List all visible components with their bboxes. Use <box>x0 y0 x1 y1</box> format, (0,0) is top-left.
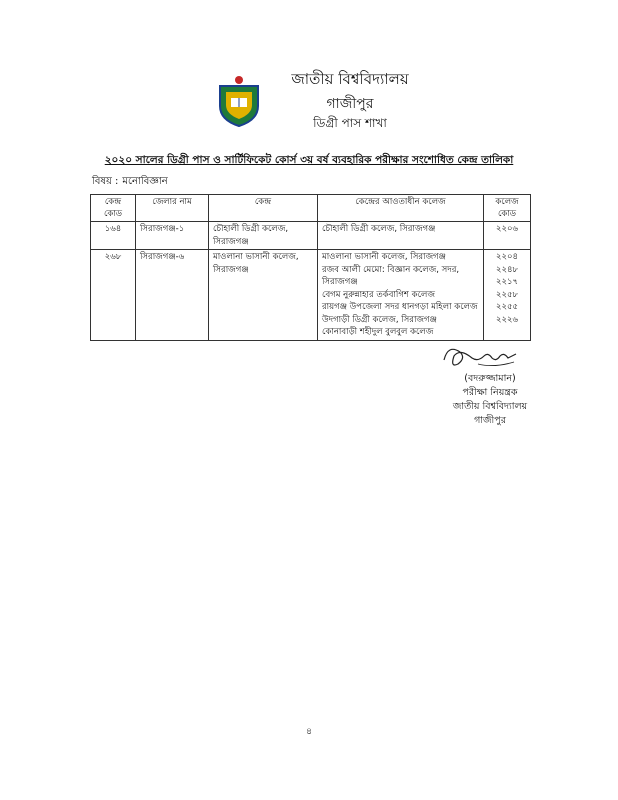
header-colleges: কেন্দ্রের আওতাধীন কলেজ <box>318 195 484 222</box>
header-center: কেন্দ্র <box>209 195 318 222</box>
header-district: জেলার নাম <box>136 195 209 222</box>
college-code: ২২৫৫ <box>495 302 519 312</box>
cell-center: চৌহালী ডিগ্রী কলেজ, সিরাজগঞ্জ <box>209 222 318 250</box>
document-title: ২০২০ সালের ডিগ্রী পাস ও সার্টিফিকেট কোর্স ৩য় বর্ষ ব্যবহারিক পরীক্ষার সংশোধিত কেন্দ্র তালিকা <box>104 154 514 166</box>
header-college-code: কলেজ কোড <box>484 195 531 222</box>
subject-line <box>92 174 172 191</box>
center-table <box>90 194 531 341</box>
cell-center: মাওলানা ভাসানী কলেজ, সিরাজগঞ্জ <box>209 250 318 341</box>
branch-name: ডিগ্রী পাস শাখা <box>313 116 387 130</box>
signatory-designation: পরীক্ষা নিয়ন্ত্রক <box>462 387 518 398</box>
college-code: ২২০৪ <box>495 252 519 262</box>
cell-colleges <box>318 250 484 341</box>
college-code: ২২২৬ <box>495 314 519 325</box>
college-item: চৌহালী ডিগ্রী কলেজ, সিরাজগঞ্জ <box>322 224 436 234</box>
cell-district: সিরাজগঞ্জ-১ <box>136 222 209 250</box>
page-number: ৪ <box>306 727 312 737</box>
university-name: জাতীয় বিশ্ববিদ্যালয় <box>291 70 409 88</box>
university-city: গাজীপুর <box>326 96 374 112</box>
cell-district: সিরাজগঞ্জ-৬ <box>136 250 209 341</box>
college-item: মাওলানা ভাসানী কলেজ, সিরাজগঞ্জ <box>322 252 446 262</box>
subject-value: মনোবিজ্ঞান <box>122 176 168 187</box>
cell-center-code: ১৬৪ <box>91 222 136 250</box>
college-item: কোনাবাড়ী শহীদুল বুলবুল কলেজ <box>322 327 434 337</box>
table-row <box>91 250 531 341</box>
college-item: বেগম নুরুন্নাহার তর্কবাগিশ কলেজ <box>322 289 435 300</box>
college-code: ২২০৬ <box>495 224 519 234</box>
signatory-name: (বদরুজ্জামান) <box>464 373 516 384</box>
cell-center-code: ২৬৮ <box>91 250 136 341</box>
cell-college-codes <box>484 222 531 250</box>
college-item: রায়গঞ্জ উপজেলা সদর ধানগড়া মহিলা কলেজ <box>322 302 478 312</box>
college-code: ২২৪৮ <box>495 264 519 275</box>
cell-college-codes <box>484 250 531 341</box>
signatory-city: গাজীপুর <box>474 415 506 426</box>
table-header-row <box>91 195 531 222</box>
college-code: ২২৫৮ <box>495 289 519 300</box>
table-row <box>91 222 531 250</box>
signature-mark <box>438 342 520 372</box>
header-center-code: কেন্দ্র কোড <box>91 195 136 222</box>
college-item: রজব আলী মেমো: বিজ্ঞান কলেজ, সদর, সিরাজগঞ্জ <box>322 264 460 287</box>
subject-label: বিষয় : <box>92 176 119 187</box>
signatory-university: জাতীয় বিশ্ববিদ্যালয় <box>452 401 528 412</box>
college-item: উদগাড়ী ডিগ্রী কলেজ, সিরাজগঞ্জ <box>322 314 437 325</box>
college-code: ২২১৭ <box>495 277 519 287</box>
cell-colleges <box>318 222 484 250</box>
